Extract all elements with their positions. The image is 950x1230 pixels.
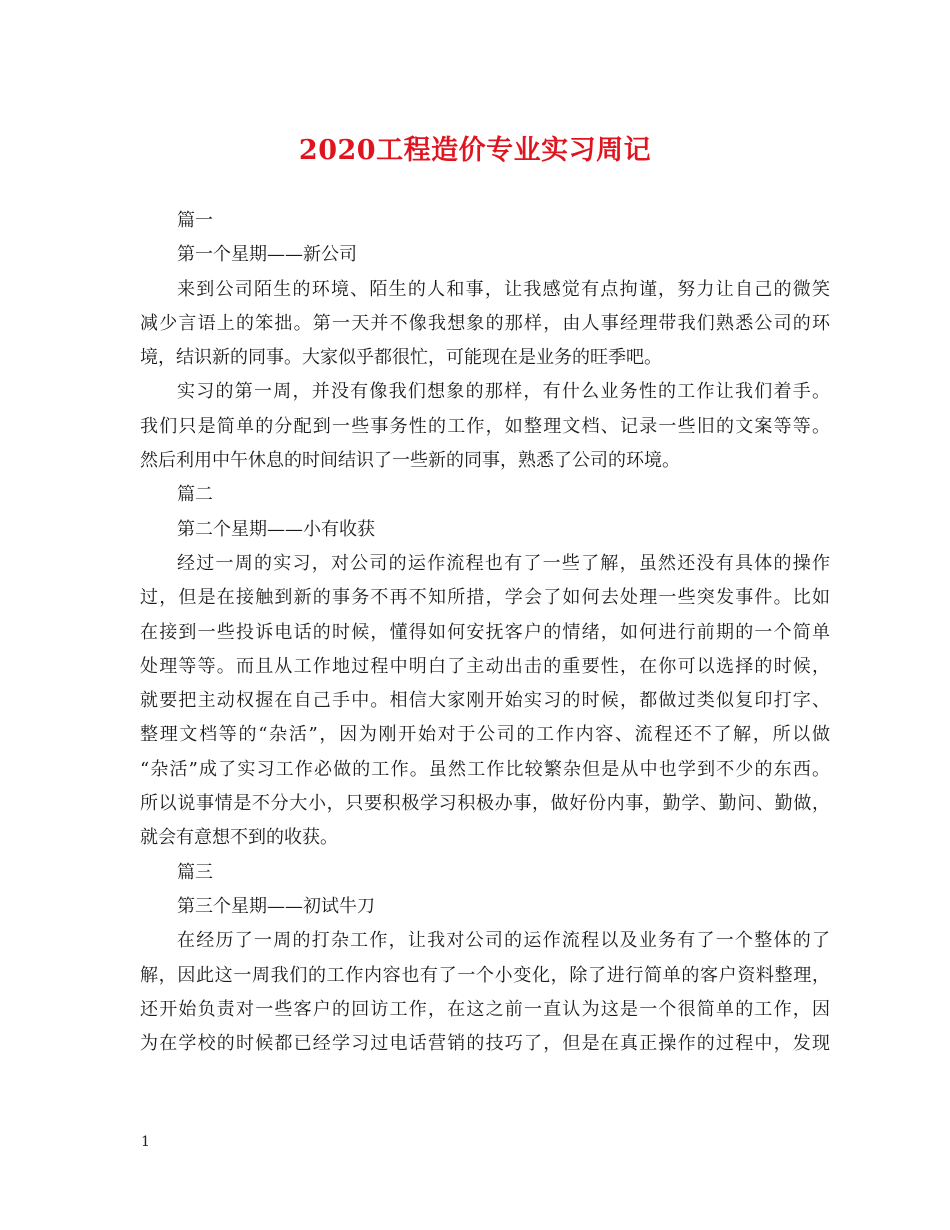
text-line: 来到公司陌生的环境、陌生的人和事，让我感觉有点拘谨，努力让自己的微笑 [177, 278, 830, 300]
text-line: 整理文档等的“杂活”，因为刚开始对于公司的工作内容、流程还不了解，所以做 [140, 724, 830, 746]
text-line: 还开始负责对一些客户的回访工作，在这之前一直认为这是一个很简单的工作，因 [140, 998, 830, 1020]
document-title: 2020工程造价专业实习周记 [298, 135, 652, 166]
text-line: 在经历了一周的打杂工作，让我对公司的运作流程以及业务有了一个整体的了 [177, 930, 830, 952]
text-line: 然后利用中午休息的时间结识了一些新的同事，熟悉了公司的环境。 [140, 450, 680, 472]
page-number: 1 [141, 1134, 150, 1150]
text-line: 篇三 [177, 861, 213, 883]
text-line: 境，结识新的同事。大家似乎都很忙，可能现在是业务的旺季吧。 [140, 347, 662, 369]
text-line: 为在学校的时候都已经学习过电话营销的技巧了，但是在真正操作的过程中，发现 [140, 1033, 830, 1055]
text-line: 解，因此这一周我们的工作内容也有了一个小变化，除了进行简单的客户资料整理， [140, 964, 830, 986]
text-line: 第一个星期——新公司 [177, 244, 357, 266]
text-line: 第二个星期——小有收获 [177, 518, 375, 540]
text-line: 就要把主动权握在自己手中。相信大家刚开始实习的时候，都做过类似复印打字、 [140, 690, 830, 712]
text-line: 过，但是在接触到新的事务不再不知所措，学会了如何去处理一些突发事件。比如 [140, 587, 830, 609]
text-line: 实习的第一周，并没有像我们想象的那样，有什么业务性的工作让我们着手。 [177, 381, 830, 403]
text-line: 篇一 [177, 210, 213, 231]
text-line: 经过一周的实习，对公司的运作流程也有了一些了解，虽然还没有具体的操作 [177, 552, 830, 574]
document-body [140, 204, 830, 1061]
text-line: 减少言语上的笨拙。第一天并不像我想象的那样，由人事经理带我们熟悉公司的环 [140, 312, 830, 334]
text-line: 第三个星期——初试牛刀 [177, 895, 375, 917]
text-line: 在接到一些投诉电话的时候，懂得如何安抚客户的情绪，如何进行前期的一个简单 [140, 621, 830, 643]
text-line: “杂活”成了实习工作必做的工作。虽然工作比较繁杂但是从中也学到不少的东西。 [140, 758, 830, 780]
text-line: 所以说事情是不分大小，只要积极学习积极办事，做好份内事，勤学、勤问、勤做， [140, 793, 830, 815]
text-line: 篇二 [177, 484, 213, 506]
text-line: 我们只是简单的分配到一些事务性的工作，如整理文档、记录一些旧的文案等等。 [140, 415, 830, 437]
text-line: 处理等等。而且从工作地过程中明白了主动出击的重要性，在你可以选择的时候， [140, 655, 830, 677]
text-line: 就会有意想不到的收获。 [140, 827, 338, 849]
